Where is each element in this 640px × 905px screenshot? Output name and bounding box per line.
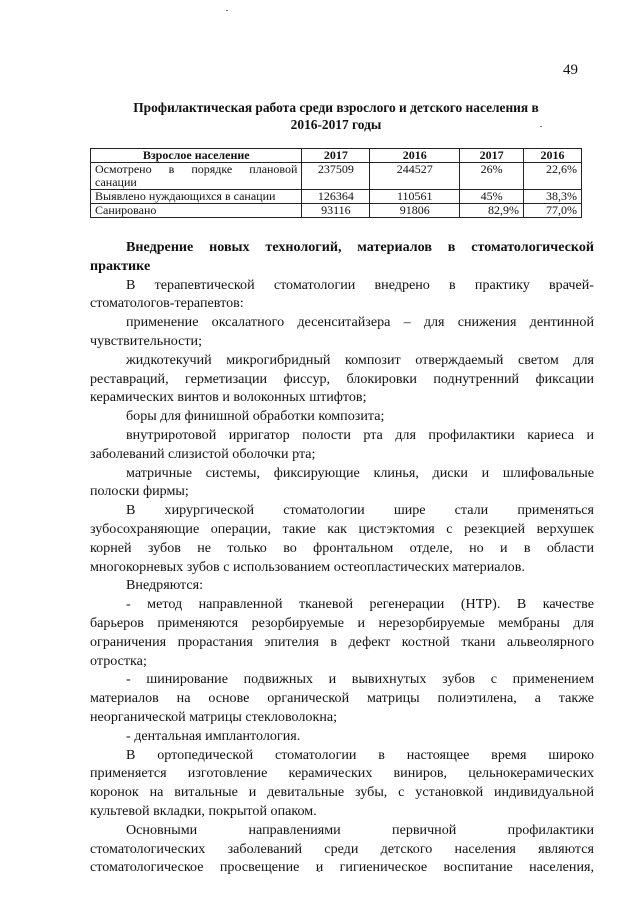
section-title-line-2: 2016-2017 годы [290,117,382,132]
table-cell: 38,3% [524,190,582,204]
document-body [90,238,594,877]
paragraph-line: стоматологических заболеваний среди детского населения являются [90,840,594,857]
paragraph-line: - дентальная имплантология. [126,727,301,744]
table-cell: 244527 [370,163,460,190]
column-header: 2017 [460,149,524,163]
paragraph-line: керамических винтов и волоконных штифтов; [90,389,367,406]
column-header: Взрослое население [91,149,302,163]
section-title-line-1: Профилактическая работа среди взрослого и детского населения в [133,100,539,115]
table-header-row [91,149,582,163]
table-cell: 82,9% [460,204,524,218]
section-heading: Внедрение новых технологий, материалов в стоматологической [126,239,594,255]
paragraph-line: жидкотекучий микрогибридный композит отверждаемый светом для [126,351,594,368]
paragraph-line: заболеваний слизистой оболочки рта; [90,445,316,462]
row-label: Санировано [91,204,302,218]
paragraph-line: Внедряются: [126,577,204,594]
paragraph-line: корней зубов не только во фронтальном отделе, но и в области [90,539,594,556]
paragraph-line: В хирургической стоматологии шире стали применяться [126,502,594,519]
page-number: 49 [563,62,578,78]
table-cell: 22,6% [524,163,582,190]
table-row [91,204,582,218]
paragraph-line: ограничения прорастания эпителия в дефект костной ткани альвеолярного [90,633,594,650]
table-cell: 77,0% [524,204,582,218]
paragraph-line: многокорневых зубов с использованием остеопластических материалов. [90,558,525,575]
paragraph-line: Основными направлениями первичной профилактики [126,821,594,838]
table-cell: 126364 [302,190,370,204]
paragraph-line: неорганической матрицы стекловолокна; [90,708,338,725]
table-row [91,190,582,204]
paragraph-line: - шинирование подвижных и вывихнутых зубов с применением [126,671,594,688]
table-cell: 45% [460,190,524,204]
paragraph-line: боры для финишной обработки композита; [126,408,385,425]
table-row [91,163,582,190]
paragraph-line: стоматологическое просвещение и гигиеническое воспитание населения, [90,859,594,876]
column-header: 2016 [524,149,582,163]
paragraph-line: - метод направленной тканевой регенерации (НТР). В качестве [126,596,594,613]
prevention-stats-table [90,148,582,218]
paragraph-line: барьеров применяются резорбируемые и нерезорбируемые мембраны для [90,614,594,631]
paragraph-line: применяется изготовление керамических виниров, цельнокерамических [90,765,594,782]
table-cell: 91806 [370,204,460,218]
column-header: 2017 [302,149,370,163]
paragraph-line: полоски фирмы; [90,483,189,500]
paragraph-line: матричные системы, фиксирующие клинья, диски и шлифовальные [126,464,594,481]
column-header: 2016 [370,149,460,163]
table-cell: 237509 [302,163,370,190]
paragraph-line: В терапевтической стоматологии внедрено в практику врачей- [126,276,594,293]
table-cell: 26% [460,163,524,190]
paragraph-line: отростка; [90,652,147,669]
paragraph-line: реставраций, герметизации фиссур, блокировки поднутренний фиксации [90,370,594,387]
table-cell: 93116 [302,204,370,218]
row-label-line: Осмотрено в порядке плановой [95,162,298,176]
paragraph-line: стоматологов-терапевтов: [90,295,244,312]
paragraph-line: чувствительности; [90,332,203,349]
section-heading: практике [90,257,151,274]
table-cell: 110561 [370,190,460,204]
scan-mark [226,10,228,11]
scan-mark [540,126,542,127]
row-label-line: санации [95,175,137,189]
paragraph-line: применение оксалатного десенситайзера – для снижения дентинной [126,314,594,331]
paragraph-line: коронок на витальные и девитальные зубы, с установкой индивидуальной [90,784,594,801]
paragraph-line: материалов на основе органической матрицы полиэтилена, а также [90,690,594,707]
paragraph-line: внутриротовой ирригатор полости рта для профилактики кариеса и [126,426,594,443]
section-title [90,99,582,133]
paragraph-line: зубосохраняющие операции, такие как цистэктомия с резекцией верхушек [90,520,594,537]
row-label: Выявлено нуждающихся в санации [91,190,302,204]
paragraph-line: культевой вкладки, покрытой опаком. [90,802,317,819]
row-label [91,163,302,190]
paragraph-line: В ортопедической стоматологии в настоящее время широко [126,746,594,763]
